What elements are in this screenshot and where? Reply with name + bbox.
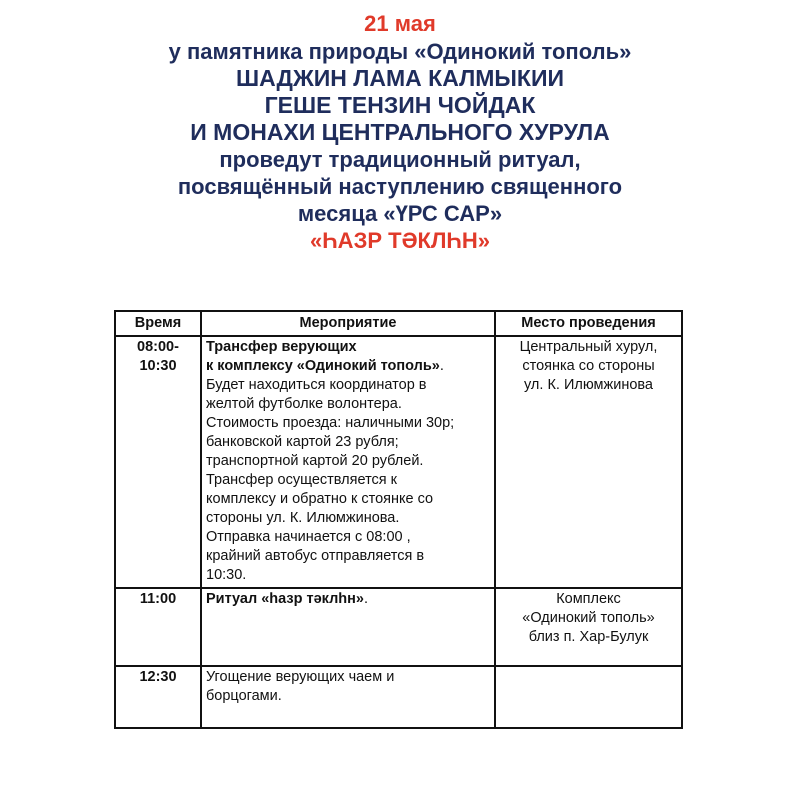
description-line-2: посвящённый наступлению священного — [177, 174, 623, 199]
table-row — [115, 666, 682, 728]
place-cell — [495, 588, 682, 666]
headline-shadjin-lama: ШАДЖИН ЛАМА КАЛМЫКИИ — [235, 65, 565, 91]
column-header-place: Место проведения — [495, 311, 682, 336]
announcement-header — [0, 10, 800, 254]
event-description: Будет находиться координатор в желтой футболке волонтера. Стоимость проезда: наличными 30р; банковской картой 23 рубля; транспортной картой 20 рублей. Трансфер осуществляется к комплексу и обратно к стоянке со стороны ул. К. Илюмжинова. Отправка начинается с 08:00 , крайний автобус отправляется в 10:30. — [206, 377, 455, 583]
ritual-name: «ҺАЗР ТӘКЛҺН» — [309, 228, 490, 253]
schedule-table — [114, 310, 683, 729]
description-line-1: проведут традиционный ритуал, — [219, 147, 581, 172]
table-row — [115, 336, 682, 588]
table-header-row — [115, 311, 682, 336]
place-value: Центральный хурул, стоянка со стороны ул. К. Илюмжинова — [519, 339, 658, 393]
event-date: 21 мая — [364, 11, 436, 36]
time-value: 08:00- 10:30 — [137, 339, 179, 374]
event-cell — [201, 666, 495, 728]
time-cell — [115, 588, 201, 666]
table-row — [115, 588, 682, 666]
time-cell — [115, 336, 201, 588]
event-title: Трансфер верующих к комплексу «Одинокий тополь» — [206, 339, 440, 374]
event-title-end: . — [439, 358, 444, 374]
place-value: Комплекс «Одинокий тополь» близ п. Хар-Булук — [522, 591, 655, 645]
column-header-time: Время — [115, 311, 201, 336]
event-cell — [201, 336, 495, 588]
location-line: у памятника природы «Одинокий тополь» — [168, 39, 632, 64]
time-value: 12:30 — [139, 669, 177, 685]
headline-monks: И МОНАХИ ЦЕНТРАЛЬНОГО ХУРУЛА — [190, 119, 610, 145]
description-line-3: месяца «ҮРС САР» — [297, 201, 503, 226]
place-cell — [495, 336, 682, 588]
event-cell — [201, 588, 495, 666]
event-description: Угощение верующих чаем и борцогами. — [206, 669, 395, 704]
column-header-event: Мероприятие — [201, 311, 495, 336]
event-title: Ритуал «һазр тәклһн» — [206, 591, 364, 607]
time-value: 11:00 — [139, 591, 177, 607]
event-title-end: . — [363, 591, 369, 607]
place-cell — [495, 666, 682, 728]
time-cell — [115, 666, 201, 728]
headline-geshe: ГЕШЕ ТЕНЗИН ЧОЙДАК — [264, 92, 536, 118]
